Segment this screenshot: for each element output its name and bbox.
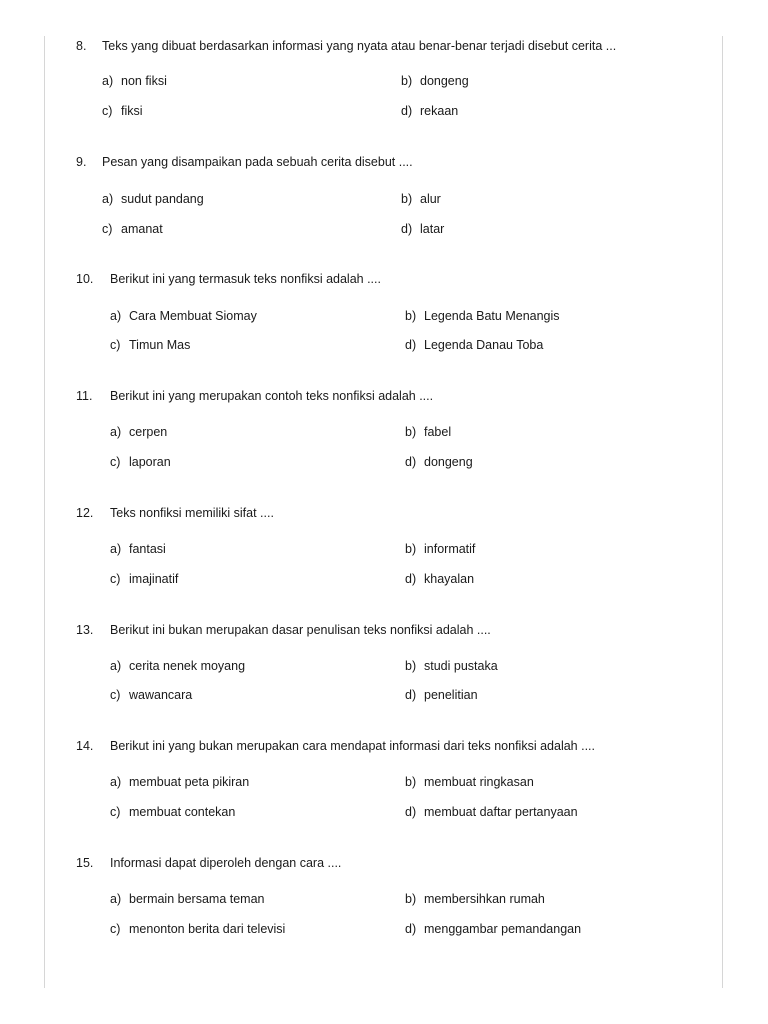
- option-row: [76, 336, 696, 354]
- option-row: [76, 657, 696, 675]
- question-stem: [76, 621, 696, 639]
- option-letter: b): [405, 309, 417, 323]
- question-number: 13.: [76, 623, 94, 637]
- option-row: [76, 220, 696, 238]
- option-a[interactable]: [110, 657, 245, 675]
- option-a[interactable]: [110, 540, 166, 558]
- option-text: Legenda Danau Toba: [424, 338, 544, 352]
- option-text: cerpen: [129, 425, 168, 439]
- option-text: Cara Membuat Siomay: [129, 309, 257, 323]
- page-border-left: [44, 36, 45, 988]
- option-b[interactable]: [405, 890, 545, 908]
- option-letter: d): [401, 222, 413, 236]
- option-letter: a): [102, 74, 114, 88]
- question-12: [76, 504, 696, 588]
- option-row: [76, 72, 696, 90]
- question-number: 10.: [76, 272, 94, 286]
- option-row: [76, 540, 696, 558]
- option-letter: a): [110, 775, 122, 789]
- option-d[interactable]: [401, 102, 458, 120]
- option-letter: b): [405, 775, 417, 789]
- option-text: cerita nenek moyang: [129, 659, 246, 673]
- option-letter: c): [110, 455, 121, 469]
- option-letter: a): [110, 425, 122, 439]
- option-text: amanat: [121, 222, 163, 236]
- option-text: Legenda Batu Menangis: [424, 309, 560, 323]
- option-row: [76, 423, 696, 441]
- option-a[interactable]: [110, 307, 257, 325]
- option-text: informatif: [424, 542, 476, 556]
- option-b[interactable]: [405, 773, 534, 791]
- option-text: latar: [420, 222, 445, 236]
- question-15: [76, 854, 696, 938]
- option-c[interactable]: [110, 686, 192, 704]
- option-row: [76, 686, 696, 704]
- question-stem: [76, 153, 696, 171]
- page-border-right: [722, 36, 723, 988]
- option-letter: b): [405, 659, 417, 673]
- option-letter: c): [110, 338, 121, 352]
- option-text: dongeng: [424, 455, 473, 469]
- option-letter: a): [110, 659, 122, 673]
- option-row: [76, 570, 696, 588]
- option-c[interactable]: [110, 336, 190, 354]
- question-stem: [76, 37, 696, 55]
- option-text: fiksi: [121, 104, 143, 118]
- option-text: menggambar pemandangan: [424, 922, 582, 936]
- question-stem: [76, 387, 696, 405]
- question-14: [76, 737, 696, 821]
- option-letter: c): [110, 922, 121, 936]
- option-d[interactable]: [405, 803, 578, 821]
- question-text: Berikut ini bukan merupakan dasar penulisan teks nonfiksi adalah ....: [110, 623, 491, 637]
- option-c[interactable]: [102, 220, 163, 238]
- option-d[interactable]: [405, 686, 478, 704]
- option-d[interactable]: [405, 453, 473, 471]
- question-number: 11.: [76, 389, 93, 403]
- option-letter: d): [405, 572, 417, 586]
- option-b[interactable]: [405, 307, 560, 325]
- option-letter: c): [110, 572, 121, 586]
- option-text: membersihkan rumah: [424, 892, 545, 906]
- option-letter: d): [405, 455, 417, 469]
- option-letter: b): [405, 425, 417, 439]
- option-letter: a): [102, 192, 114, 206]
- question-text: Teks yang dibuat berdasarkan informasi yang nyata atau benar-benar terjadi disebut cerita ...: [102, 39, 617, 53]
- option-letter: b): [401, 74, 413, 88]
- option-text: penelitian: [424, 688, 478, 702]
- option-letter: d): [405, 805, 417, 819]
- option-c[interactable]: [102, 102, 143, 120]
- option-letter: c): [102, 222, 113, 236]
- option-letter: c): [102, 104, 113, 118]
- option-c[interactable]: [110, 570, 178, 588]
- option-text: Timun Mas: [129, 338, 191, 352]
- option-d[interactable]: [405, 570, 474, 588]
- option-text: khayalan: [424, 572, 475, 586]
- question-9: [76, 153, 696, 238]
- question-text: Informasi dapat diperoleh dengan cara ....: [110, 856, 342, 870]
- option-c[interactable]: [110, 803, 235, 821]
- question-number: 8.: [76, 39, 87, 53]
- option-text: studi pustaka: [424, 659, 498, 673]
- option-row: [76, 307, 696, 325]
- question-stem: [76, 854, 696, 872]
- option-text: bermain bersama teman: [129, 892, 265, 906]
- question-text: Berikut ini yang termasuk teks nonfiksi adalah ....: [110, 272, 381, 286]
- option-row: [76, 803, 696, 821]
- option-text: membuat daftar pertanyaan: [424, 805, 578, 819]
- option-letter: d): [401, 104, 413, 118]
- option-letter: d): [405, 922, 417, 936]
- option-b[interactable]: [401, 72, 469, 90]
- option-a[interactable]: [110, 773, 249, 791]
- option-d[interactable]: [405, 920, 581, 938]
- question-number: 15.: [76, 856, 94, 870]
- option-text: menonton berita dari televisi: [129, 922, 286, 936]
- option-letter: c): [110, 688, 121, 702]
- question-stem: [76, 737, 696, 755]
- option-b[interactable]: [405, 657, 498, 675]
- option-b[interactable]: [405, 540, 475, 558]
- question-stem: [76, 270, 696, 288]
- option-row: [76, 453, 696, 471]
- question-10: [76, 270, 696, 354]
- question-number: 12.: [76, 506, 94, 520]
- option-letter: b): [405, 542, 417, 556]
- option-row: [76, 920, 696, 938]
- option-a[interactable]: [110, 890, 264, 908]
- question-text: Berikut ini yang bukan merupakan cara mendapat informasi dari teks nonfiksi adalah ....: [110, 739, 595, 753]
- option-text: membuat peta pikiran: [129, 775, 250, 789]
- option-a[interactable]: [102, 190, 204, 208]
- option-text: membuat ringkasan: [424, 775, 534, 789]
- option-d[interactable]: [405, 336, 543, 354]
- option-text: fabel: [424, 425, 452, 439]
- option-text: wawancara: [129, 688, 193, 702]
- option-letter: d): [405, 688, 417, 702]
- option-b[interactable]: [405, 423, 451, 441]
- option-row: [76, 190, 696, 208]
- question-text: Pesan yang disampaikan pada sebuah cerita disebut ....: [102, 155, 413, 169]
- option-letter: a): [110, 892, 122, 906]
- option-text: rekaan: [420, 104, 459, 118]
- question-stem: [76, 504, 696, 522]
- question-number: 14.: [76, 739, 94, 753]
- option-letter: b): [405, 892, 417, 906]
- option-row: [76, 890, 696, 908]
- question-11: [76, 387, 696, 471]
- question-13: [76, 621, 696, 704]
- option-text: dongeng: [420, 74, 469, 88]
- question-text: Teks nonfiksi memiliki sifat ....: [110, 506, 274, 520]
- option-b[interactable]: [401, 190, 441, 208]
- option-letter: a): [110, 542, 122, 556]
- option-a[interactable]: [110, 423, 167, 441]
- option-text: non fiksi: [121, 74, 167, 88]
- option-letter: d): [405, 338, 417, 352]
- option-a[interactable]: [102, 72, 167, 90]
- option-d[interactable]: [401, 220, 444, 238]
- option-text: membuat contekan: [129, 805, 236, 819]
- option-row: [76, 773, 696, 791]
- option-text: sudut pandang: [121, 192, 204, 206]
- option-text: fantasi: [129, 542, 166, 556]
- option-c[interactable]: [110, 453, 171, 471]
- option-row: [76, 102, 696, 120]
- option-text: alur: [420, 192, 441, 206]
- question-number: 9.: [76, 155, 87, 169]
- option-c[interactable]: [110, 920, 285, 938]
- option-letter: c): [110, 805, 121, 819]
- option-text: imajinatif: [129, 572, 179, 586]
- option-text: laporan: [129, 455, 171, 469]
- question-text: Berikut ini yang merupakan contoh teks nonfiksi adalah ....: [110, 389, 434, 403]
- option-letter: a): [110, 309, 122, 323]
- option-letter: b): [401, 192, 413, 206]
- question-8: [76, 37, 696, 120]
